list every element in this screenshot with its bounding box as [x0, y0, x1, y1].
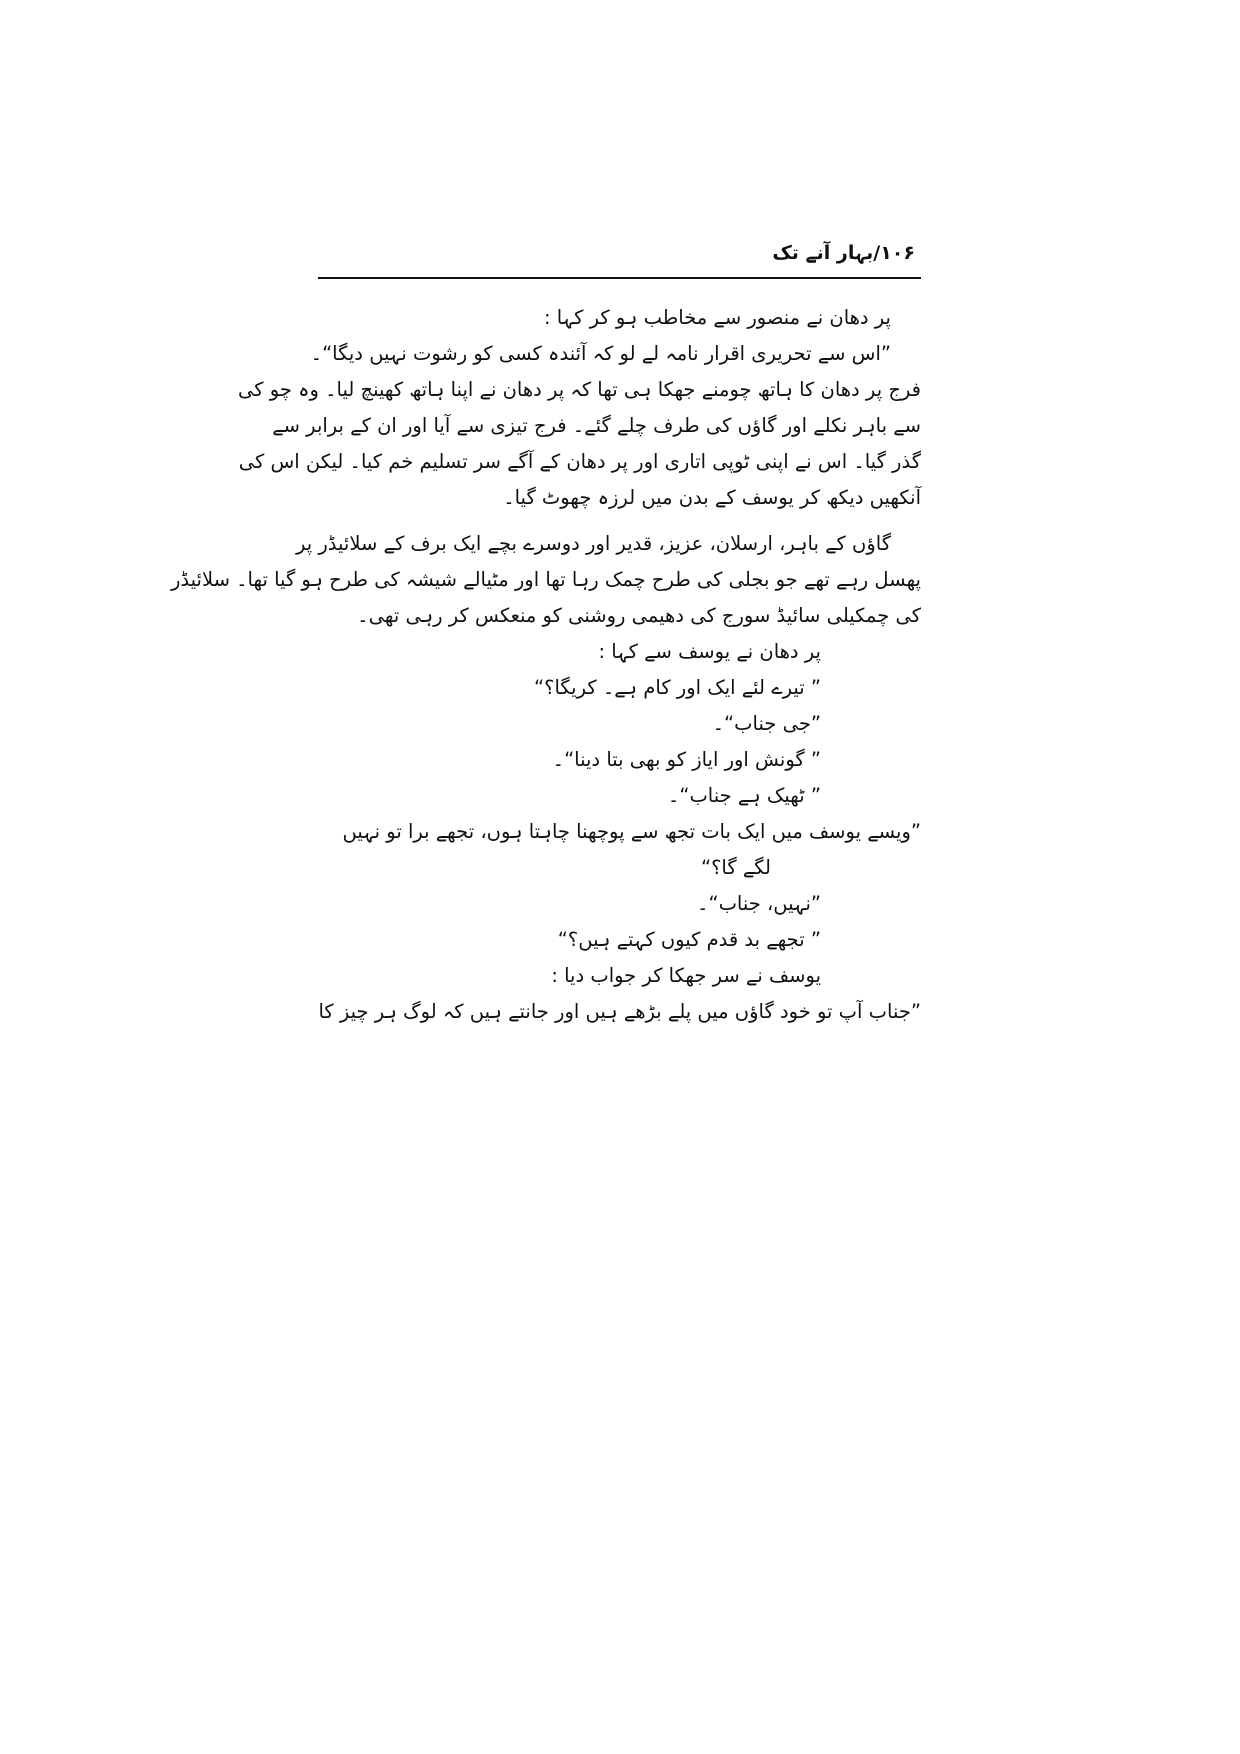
header-rule — [318, 277, 921, 279]
text-line: گذر گیا۔ اس نے اپنی ٹوپی اتاری اور پر دھان کے آگے سر تسلیم خم کیا۔ لیکن اس کی — [238, 450, 921, 473]
text-line: گاؤں کے باہر، ارسلان، عزیز، قدیر اور دوسرے بچے ایک برف کے سلائیڈر پر — [296, 532, 891, 555]
text-line: ”نہیں، جناب“۔ — [697, 892, 821, 915]
text-line: کی چمکیلی سائیڈ سورج کی دھیمی روشنی کو منعکس کر رہی تھی۔ — [357, 604, 921, 627]
page-header — [318, 236, 921, 276]
text-line: آنکھیں دیکھ کر یوسف کے بدن میں لرزہ چھوٹ گیا۔ — [503, 486, 921, 509]
text-line: ” ٹھیک ہے جناب“۔ — [667, 784, 821, 807]
text-line: ”ویسے یوسف میں ایک بات تجھ سے پوچھنا چاہتا ہوں، تجھے برا تو نہیں — [342, 820, 921, 843]
text-line: ” گونش اور ایاز کو بھی بتا دینا“۔ — [552, 748, 821, 771]
text-line: ”اس سے تحریری اقرار نامہ لے لو کہ آئندہ کسی کو رشوت نہیں دیگا“۔ — [310, 342, 891, 365]
text-line: یوسف نے سر جھکا کر جواب دیا : — [551, 964, 821, 987]
text-line: پر دھان نے منصور سے مخاطب ہو کر کہا : — [544, 306, 891, 329]
text-line: لگے گا؟“ — [700, 856, 771, 879]
text-line: فرج پر دھان کا ہاتھ چومنے جھکا ہی تھا کہ پر دھان نے اپنا ہاتھ کھینچ لیا۔ وہ چو کی — [238, 378, 921, 401]
text-line: ”جناب آپ تو خود گاؤں میں پلے بڑھے ہیں اور جانتے ہیں کہ لوگ ہر چیز کا — [318, 1000, 921, 1023]
text-line: ” تجھے بد قدم کیوں کہتے ہیں؟“ — [557, 928, 821, 951]
text-line: سے باہر نکلے اور گاؤں کی طرف چلے گئے۔ فرج تیزی سے آیا اور ان کے برابر سے — [272, 414, 921, 437]
text-line: پھسل رہے تھے جو بجلی کی طرح چمک رہا تھا اور مٹیالے شیشہ کی طرح ہو گیا تھا۔ سلائیڈر — [171, 568, 921, 591]
body-text — [171, 300, 921, 1030]
text-line: پر دھان نے یوسف سے کہا : — [598, 640, 821, 663]
paragraph-gap — [318, 516, 921, 526]
running-title: ۱۰۶/بہار آنے تک — [772, 242, 915, 264]
text-line: ”جی جناب“۔ — [712, 712, 821, 735]
text-line: ” تیرے لئے ایک اور کام ہے۔ کریگا؟“ — [534, 676, 821, 699]
